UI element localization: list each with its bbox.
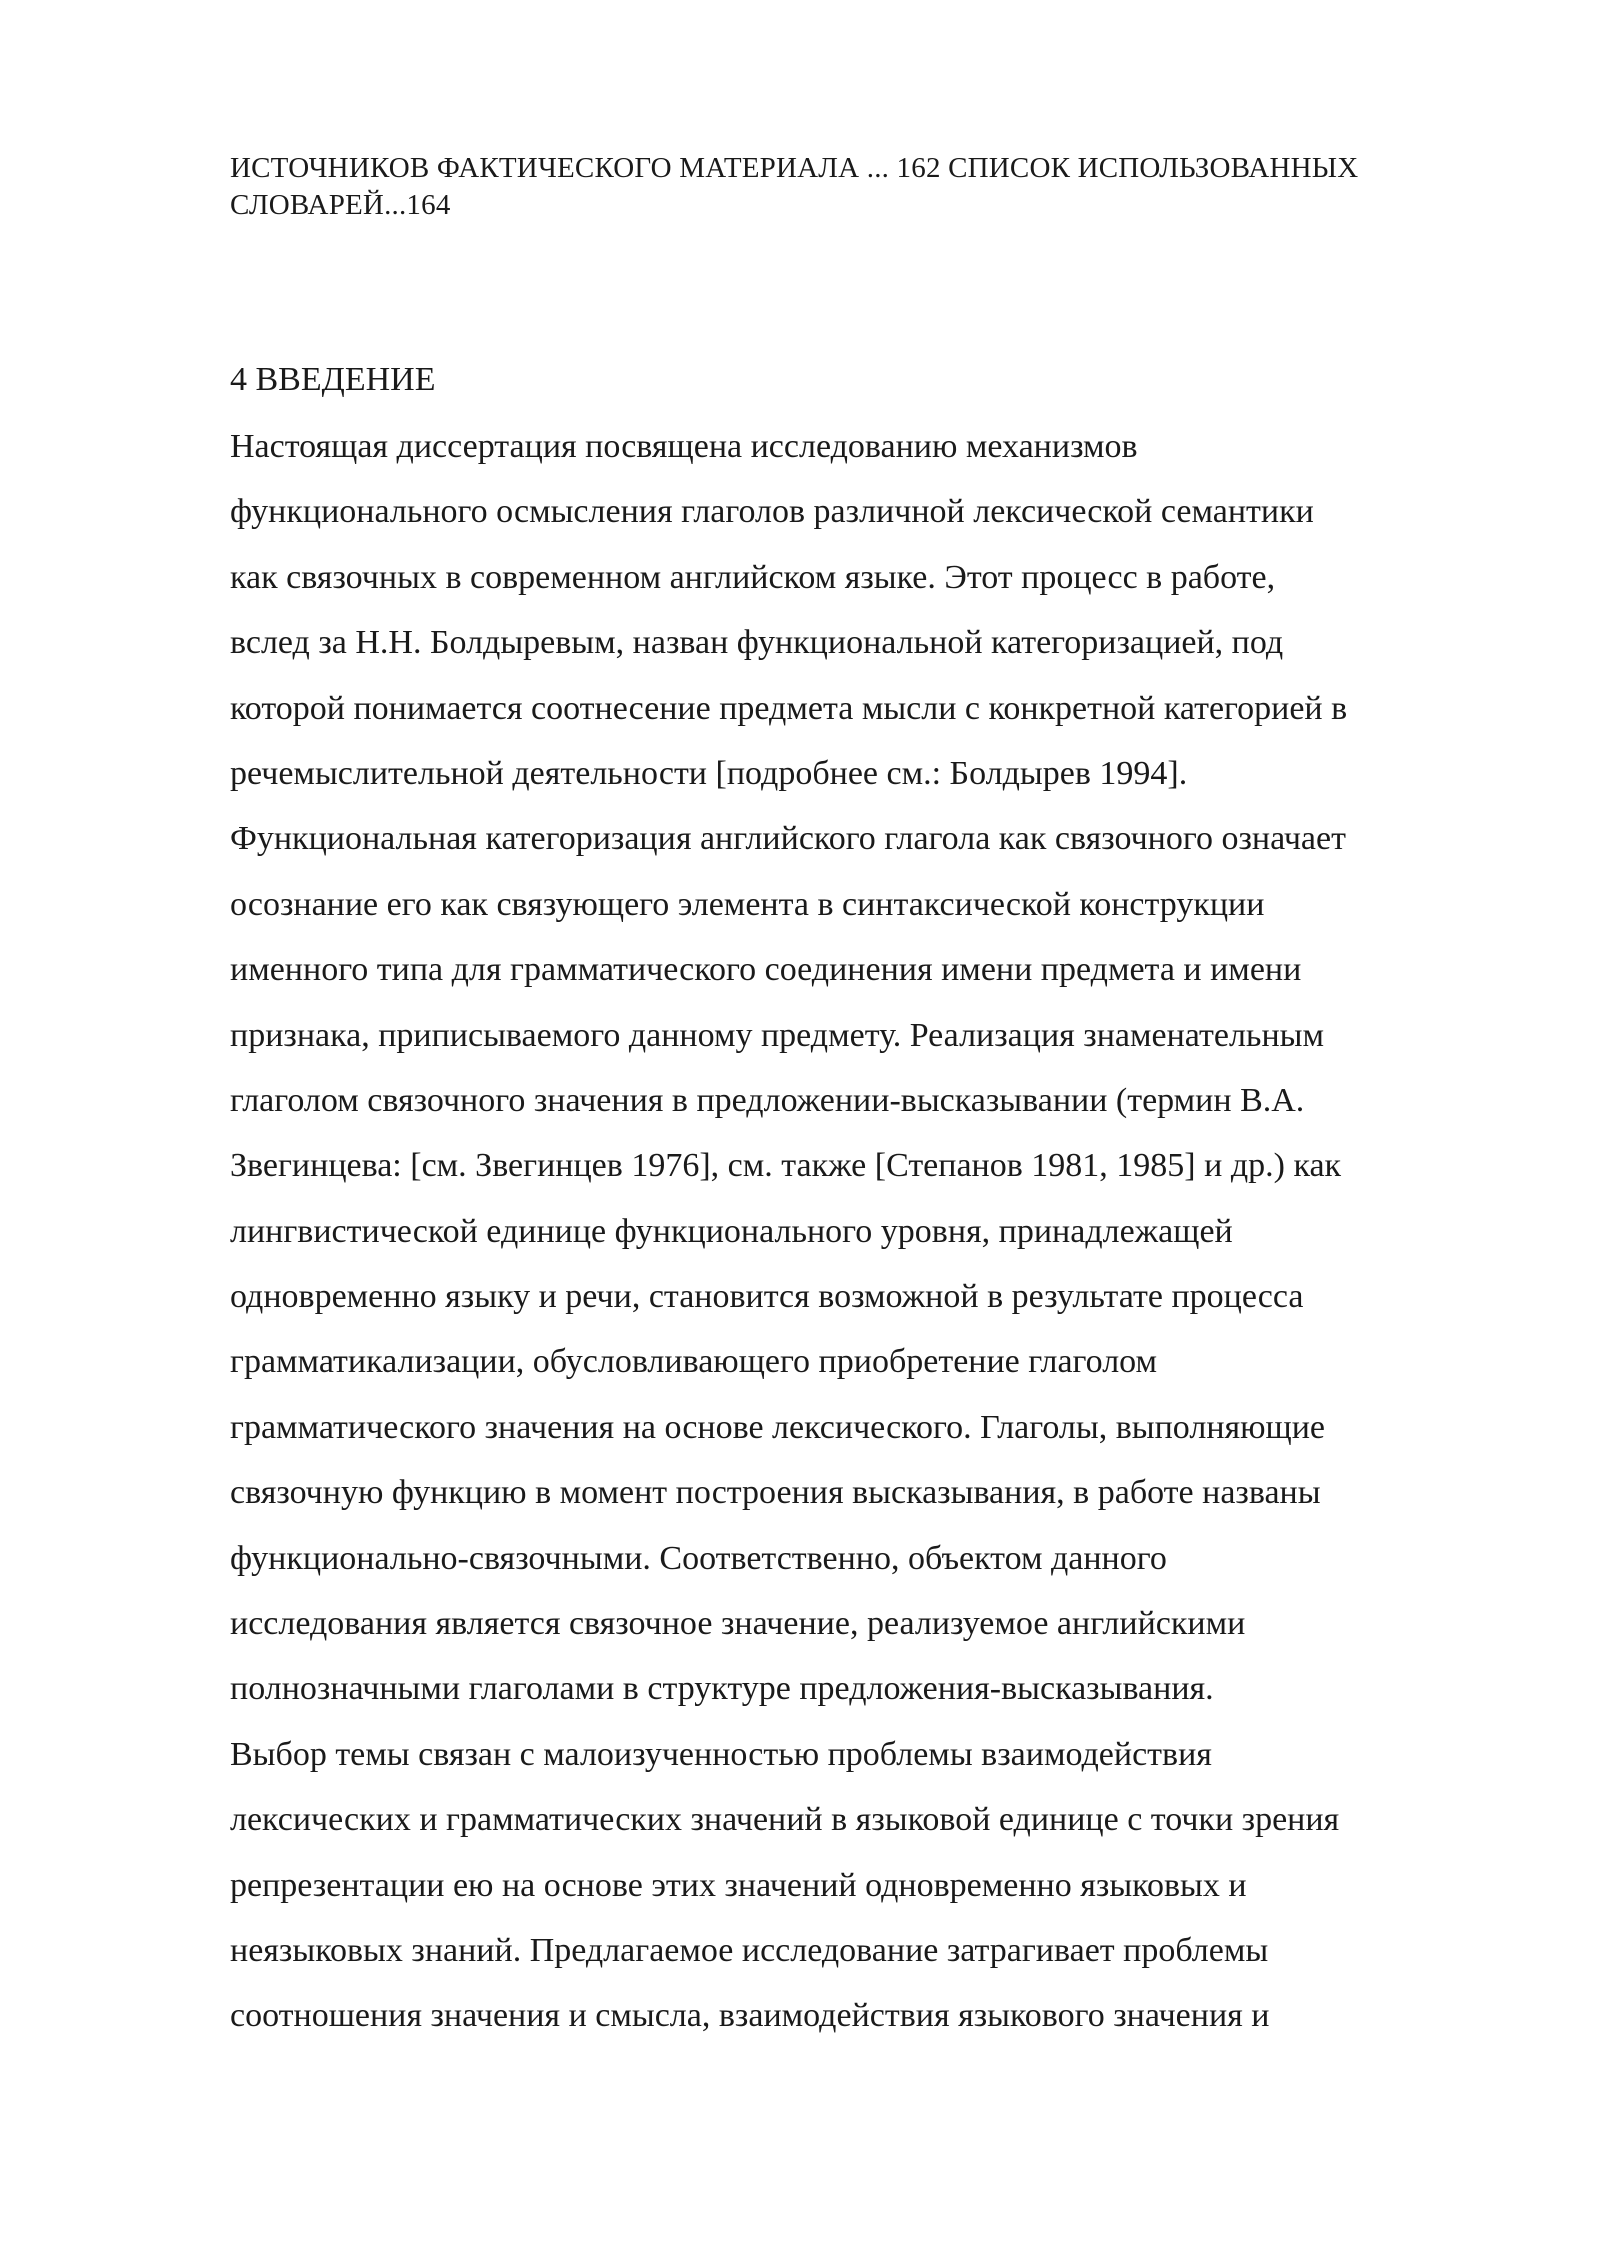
text-line: признака, приписываемого данному предмету. Реализация знаменательным [230, 1016, 1324, 1054]
text-line: функционального осмысления глаголов различной лексической семантики [230, 493, 1314, 531]
text-line: которой понимается соотнесение предмета мысли с конкретной категорией в [230, 689, 1348, 727]
text-line: соотношения значения и смысла, взаимодействия языкового значения и [230, 1997, 1270, 2035]
text-line: исследования является связочное значение, реализуемое английскими [230, 1605, 1246, 1643]
body-text [230, 414, 1530, 2049]
text-line: грамматикализации, обусловливающего приобретение глаголом [230, 1343, 1158, 1381]
text-line: функционально-связочными. Соответственно, объектом данного [230, 1539, 1167, 1577]
text-line: Выбор темы связан с малоизученностью проблемы взаимодействия [230, 1735, 1212, 1773]
section-heading: 4 ВВЕДЕНИЕ [230, 361, 436, 398]
text-line: именного типа для грамматического соединения имени предмета и имени [230, 951, 1302, 989]
text-line: как связочных в современном английском языке. Этот процесс в работе, [230, 558, 1276, 596]
text-line: неязыковых знаний. Предлагаемое исследование затрагивает проблемы [230, 1931, 1269, 1969]
text-line: грамматического значения на основе лексического. Глаголы, выполняющие [230, 1408, 1326, 1446]
text-line: лексических и грамматических значений в языковой единице с точки зрения [230, 1801, 1340, 1839]
text-line: речемыслительной деятельности [подробнее см.: Болдырев 1994]. [230, 754, 1188, 792]
text-line: осознание его как связующего элемента в синтаксической конструкции [230, 885, 1265, 923]
toc-line: ИСТОЧНИКОВ ФАКТИЧЕСКОГО МАТЕРИАЛА ... 162 СПИСОК ИСПОЛЬЗОВАННЫХ [230, 152, 1359, 184]
text-line: глаголом связочного значения в предложении-высказывании (термин В.А. [230, 1081, 1305, 1119]
toc-line: СЛОВАРЕЙ...164 [230, 189, 451, 221]
text-line: одновременно языку и речи, становится возможной в результате процесса [230, 1278, 1304, 1316]
text-line: Звегинцева: [см. Звегинцев 1976], см. также [Степанов 1981, 1985] и др.) как [230, 1147, 1342, 1185]
text-line: репрезентации ею на основе этих значений одновременно языковых и [230, 1866, 1247, 1904]
text-line: Настоящая диссертация посвящена исследованию механизмов [230, 428, 1138, 465]
table-of-contents-tail [230, 150, 1530, 224]
text-line: вслед за Н.Н. Болдыревым, назван функциональной категоризацией, под [230, 624, 1284, 662]
text-line: Функциональная категоризация английского глагола как связочного означает [230, 820, 1346, 858]
text-line: полнозначными глаголами в структуре предложения-высказывания. [230, 1670, 1214, 1708]
text-line: лингвистической единице функционального уровня, принадлежащей [230, 1212, 1233, 1250]
text-line: связочную функцию в момент построения высказывания, в работе названы [230, 1474, 1321, 1512]
